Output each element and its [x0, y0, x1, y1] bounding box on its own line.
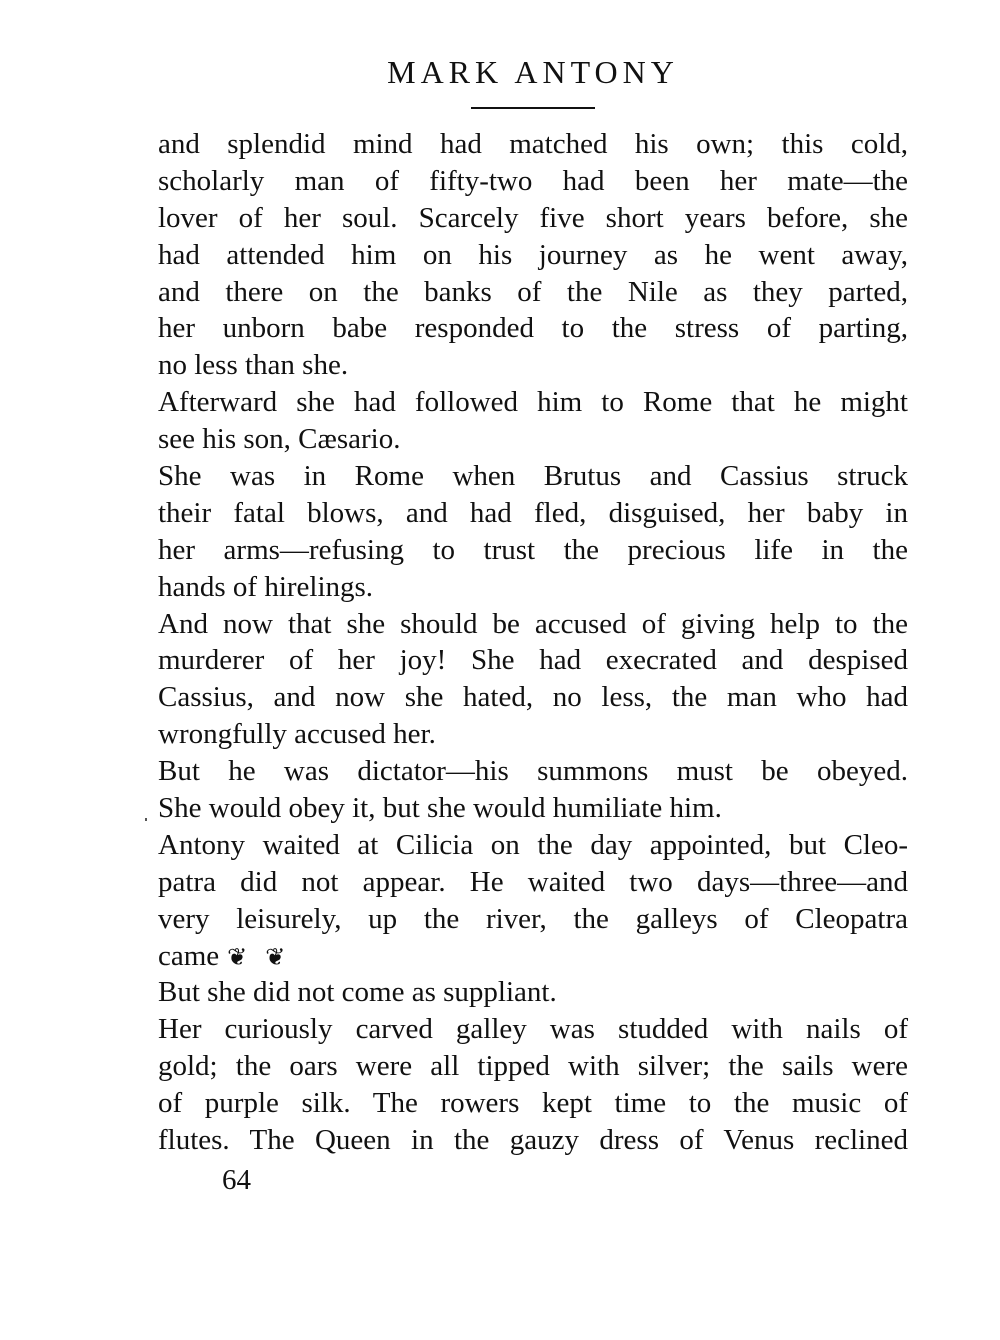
- text-line: She would obey it, but she would humiliate him.: [158, 792, 722, 825]
- text-line: see his son, Cæsario.: [158, 423, 401, 456]
- fleuron-ornament: ❦ ❦: [227, 944, 292, 971]
- text-line: flutes. The Queen in the gauzy dress of Venus reclined: [158, 1124, 908, 1157]
- running-head: MARK ANTONY: [387, 54, 679, 90]
- stray-mark: [145, 818, 147, 821]
- text-line: hands of hirelings.: [158, 570, 374, 603]
- text-line: and splendid mind had matched his own; this cold,: [158, 128, 908, 160]
- text-line: of purple silk. The rowers kept time to the music of: [158, 1087, 908, 1120]
- text-line: But he was dictator—his summons must be obeyed.: [158, 755, 908, 788]
- text-line: her arms—refusing to trust the precious life in the: [158, 533, 908, 566]
- text-line: Her curiously carved galley was studded with nails of: [158, 1013, 908, 1046]
- text-line: came ❦ ❦: [158, 938, 908, 975]
- page-number: 64: [222, 1164, 251, 1196]
- header-rule: [471, 107, 595, 109]
- text-line: had attended him on his journey as he went away,: [158, 238, 908, 271]
- text-line: and there on the banks of the Nile as they parted,: [158, 275, 908, 308]
- text-line: And now that she should be accused of giving help to the: [158, 607, 908, 640]
- text-line: their fatal blows, and had fled, disguised, her baby in: [158, 496, 908, 529]
- text-line: But she did not come as suppliant.: [158, 976, 557, 1009]
- text-line: murderer of her joy! She had execrated and despised: [158, 644, 908, 677]
- text-line: wrongfully accused her.: [158, 718, 436, 751]
- text-line: Afterward she had followed him to Rome that he might: [158, 386, 908, 419]
- text-line: Antony waited at Cilicia on the day appointed, but Cleo-: [158, 828, 908, 861]
- text-line: no less than she.: [158, 349, 349, 382]
- text-line: her unborn babe responded to the stress of parting,: [158, 312, 908, 345]
- text-line: scholarly man of fifty-two had been her mate—the: [158, 164, 908, 197]
- text-line: very leisurely, up the river, the galleys of Cleopatra: [158, 902, 908, 935]
- body-text: [158, 126, 908, 1159]
- text-line: lover of her soul. Scarcely five short years before, she: [158, 201, 908, 234]
- text-line: gold; the oars were all tipped with silver; the sails were: [158, 1050, 908, 1083]
- text-line: patra did not appear. He waited two days—three—and: [158, 865, 908, 898]
- text-line: She was in Rome when Brutus and Cassius struck: [158, 460, 908, 493]
- text-line: Cassius, and now she hated, no less, the man who had: [158, 681, 908, 714]
